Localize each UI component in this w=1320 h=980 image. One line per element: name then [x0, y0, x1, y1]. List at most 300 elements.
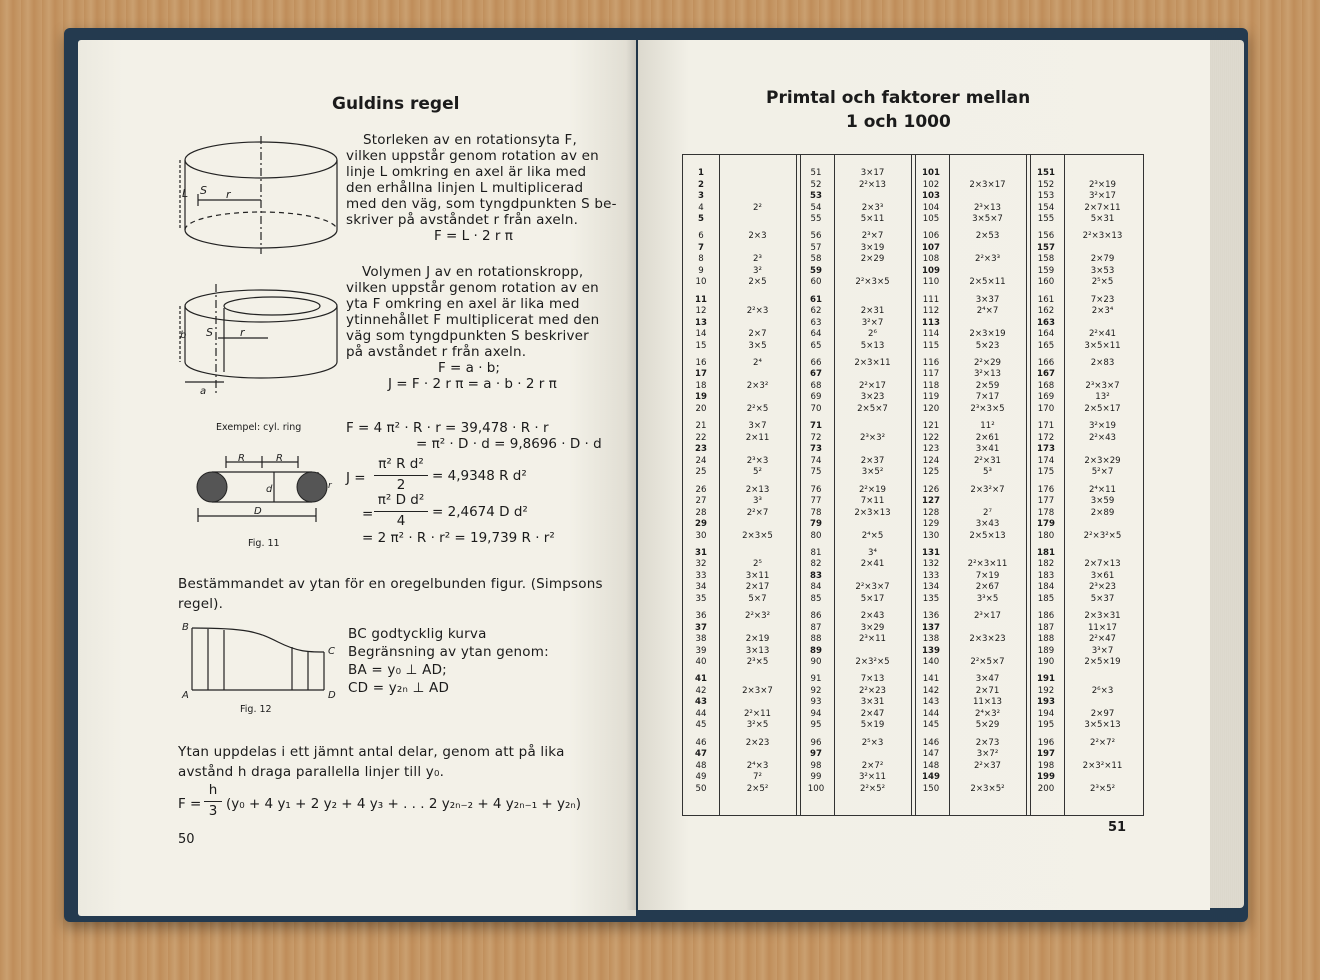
table-number: 133 [922, 570, 940, 581]
table-number: 68 [810, 380, 822, 391]
factorization: 2×7² [861, 760, 884, 771]
factorization: 3×37 [975, 294, 1000, 305]
table-number: 123 [922, 444, 940, 455]
number-factor-divider [949, 154, 950, 816]
example-caption: Exempel: cyl. ring [216, 422, 302, 433]
factorization: 2×7 [748, 329, 767, 340]
factorization: 2×3×5² [970, 783, 1005, 794]
table-number: 121 [922, 421, 940, 432]
table-number: 86 [810, 611, 822, 622]
prime-number: 193 [1037, 697, 1055, 708]
factorization: 11×17 [1087, 622, 1118, 633]
factorization: 2×3² [746, 380, 769, 391]
factorization: 2×3²×11 [1082, 760, 1123, 771]
factorization: 2×3×11 [854, 357, 891, 368]
factorization: 2×73 [975, 737, 1000, 748]
factorization: 3×43 [975, 519, 1000, 529]
label-C: C [328, 646, 335, 657]
table-number: 148 [922, 760, 940, 771]
table-number: 40 [695, 657, 707, 668]
table-number: 20 [695, 403, 707, 414]
prime-number: 101 [922, 168, 940, 178]
fraction-numerator: h [208, 782, 218, 798]
factorization: 2³×11 [858, 634, 887, 645]
table-number: 72 [810, 432, 822, 443]
factorization: 2⁴×7 [976, 306, 999, 317]
table-number: 21 [695, 421, 707, 432]
prime-number: 17 [695, 369, 707, 380]
fraction-numerator: π² D d² [377, 492, 425, 508]
label-R: R [238, 453, 245, 464]
text-line: BA = y₀ ⊥ AD; [348, 662, 447, 678]
prime-number: 83 [810, 570, 822, 581]
table-number: 143 [922, 697, 940, 708]
table-number: 74 [810, 455, 822, 466]
ring-volume-figure [178, 280, 348, 400]
prime-number: 67 [810, 369, 822, 380]
factorization: 2²×41 [1088, 329, 1117, 340]
prime-number: 31 [695, 547, 707, 558]
factorization: 2²×5 [746, 403, 769, 414]
text-line: vilken uppstår genom rotation av en [346, 148, 599, 164]
factorization: 2³×23 [1088, 582, 1117, 593]
table-number: 111 [922, 294, 940, 305]
table-number: 112 [922, 306, 940, 317]
factorization: 2²×3²×5 [1083, 530, 1122, 541]
table-number: 104 [922, 202, 940, 213]
area-formula: F = L · 2 r π [434, 228, 513, 244]
text-line: skriver på avståndet r från axeln. [346, 212, 579, 228]
table-number: 14 [695, 329, 707, 340]
page-subtitle: 1 och 1000 [846, 112, 951, 132]
table-number: 34 [695, 582, 707, 593]
prime-number: 13 [695, 317, 707, 328]
table-number: 192 [1037, 685, 1055, 696]
table-number: 10 [695, 277, 707, 288]
factorization: 3²×13 [973, 369, 1002, 380]
table-number: 60 [810, 277, 822, 288]
factorization: 3³ [753, 496, 762, 506]
table-number: 106 [922, 231, 940, 242]
factorization: 2×97 [1090, 708, 1115, 719]
factorization: 2⁴×11 [1088, 484, 1117, 495]
table-number: 55 [810, 214, 822, 224]
factorization: 2×5² [746, 783, 769, 794]
factorization: 2²×7 [746, 507, 769, 518]
factorization: 2²×31 [973, 455, 1002, 466]
factorization: 2²×5×7 [970, 657, 1005, 668]
label-B: B [182, 622, 189, 633]
table-number: 161 [1037, 294, 1055, 305]
factorization: 2×3×13 [854, 507, 891, 518]
factorization: 2²×29 [973, 357, 1002, 368]
table-number: 85 [810, 593, 822, 604]
prime-number: 137 [922, 622, 940, 633]
factorization: 7×11 [860, 496, 885, 506]
text-line: den erhållna linjen L multiplicerad [346, 180, 584, 196]
table-number: 195 [1037, 720, 1055, 731]
table-number: 81 [810, 547, 822, 558]
table-number: 77 [810, 496, 822, 506]
table-number: 116 [922, 357, 940, 368]
table-number: 138 [922, 634, 940, 645]
table-number: 92 [810, 685, 822, 696]
table-number: 156 [1037, 231, 1055, 242]
factorization: 7² [753, 772, 762, 783]
factorization: 2×3×29 [1084, 455, 1121, 466]
factorization: 3×5×11 [1084, 340, 1121, 351]
factorization: 3×61 [1090, 570, 1115, 581]
table-number: 178 [1037, 507, 1055, 518]
fraction-bar [204, 801, 222, 802]
table-number: 169 [1037, 392, 1055, 403]
table-number: 87 [810, 622, 822, 633]
factorization: 3²×7 [861, 317, 884, 328]
table-number: 28 [695, 507, 707, 518]
factorization: 2²×7² [1089, 737, 1116, 748]
factorization: 2×53 [975, 231, 1000, 242]
factorization: 2² [753, 202, 762, 213]
factorization: 2×3 [748, 231, 767, 242]
factorization: 2×3×19 [969, 329, 1006, 340]
page-number: 50 [178, 832, 195, 847]
factorization: 2×11 [745, 432, 770, 443]
factorization: 3²×17 [1088, 191, 1117, 201]
factorization: 3×5×13 [1084, 720, 1121, 731]
prime-number: 173 [1037, 444, 1055, 455]
prime-number: 131 [922, 547, 940, 558]
factorization: 2×3×17 [969, 179, 1006, 190]
factorization: 2²×19 [858, 484, 887, 495]
prime-number: 29 [695, 519, 707, 529]
table-number: 36 [695, 611, 707, 622]
prime-number: 79 [810, 519, 822, 529]
factorization: 3×31 [860, 697, 885, 708]
number-factor-divider [719, 154, 720, 816]
table-number: 146 [922, 737, 940, 748]
table-number: 46 [695, 737, 707, 748]
prime-number: 2 [698, 179, 704, 190]
right-page [638, 40, 1210, 910]
table-number: 124 [922, 455, 940, 466]
table-number: 90 [810, 657, 822, 668]
table-number: 147 [922, 749, 940, 760]
table-number: 170 [1037, 403, 1055, 414]
factorization: 2×5×19 [1084, 657, 1121, 668]
table-number: 9 [698, 265, 704, 276]
table-number: 130 [922, 530, 940, 541]
prime-number: 23 [695, 444, 707, 455]
factorization: 2×89 [1090, 507, 1115, 518]
factorization: 2⁵ [753, 559, 762, 570]
factorization: 2³×5² [1089, 783, 1116, 794]
label-r: r [226, 188, 231, 201]
text-line: regel). [178, 596, 224, 612]
factorization: 2×47 [860, 708, 885, 719]
factorization: 2×3×31 [1084, 611, 1121, 622]
factorization: 3×53 [1090, 265, 1115, 276]
text-line: med den väg, som tyngdpunkten S be- [346, 196, 617, 212]
text-line: ytinnehållet F multiplicerat med den [346, 312, 600, 328]
factorization: 5×29 [975, 720, 1000, 731]
factorization: 2×5×13 [969, 530, 1006, 541]
table-number: 95 [810, 720, 822, 731]
factorization: 2×7×11 [1084, 202, 1121, 213]
table-number: 78 [810, 507, 822, 518]
text-line: yta F omkring en axel är lika med [346, 296, 580, 312]
table-number: 175 [1037, 467, 1055, 478]
table-number: 24 [695, 455, 707, 466]
factorization: 2³×3 [746, 455, 769, 466]
factorization: 2³×17 [973, 611, 1002, 622]
label-R: R [276, 453, 283, 464]
prime-number: 37 [695, 622, 707, 633]
factorization: 2²×3×7 [855, 582, 890, 593]
table-number: 153 [1037, 191, 1055, 201]
factorization: 2³×7 [861, 231, 884, 242]
table-number: 38 [695, 634, 707, 645]
number-factor-divider [834, 154, 835, 816]
table-number: 152 [1037, 179, 1055, 190]
factorization: 2⁶ [868, 329, 877, 340]
table-number: 176 [1037, 484, 1055, 495]
factorization: 2×67 [975, 582, 1000, 593]
factorization: 3×29 [860, 622, 885, 633]
factorization: 3×17 [860, 168, 885, 178]
factorization: 2²×3×13 [1082, 231, 1123, 242]
factorization: 2×5 [748, 277, 767, 288]
factorization: 2⁵×3 [861, 737, 884, 748]
table-number: 122 [922, 432, 940, 443]
label-S: S [206, 326, 213, 339]
table-number: 65 [810, 340, 822, 351]
table-number: 188 [1037, 634, 1055, 645]
factorization: 5² [753, 467, 762, 478]
table-number: 102 [922, 179, 940, 190]
prime-number: 167 [1037, 369, 1055, 380]
table-number: 44 [695, 708, 707, 719]
table-number: 177 [1037, 496, 1055, 506]
fraction-bar [374, 475, 428, 476]
cylinder-figure [178, 132, 348, 262]
table-number: 42 [695, 685, 707, 696]
table-number: 56 [810, 231, 822, 242]
table-number: 8 [698, 254, 704, 265]
prime-number: 97 [810, 749, 822, 760]
table-number: 26 [695, 484, 707, 495]
factorization: 2×59 [975, 380, 1000, 391]
prime-number: 41 [695, 674, 707, 685]
table-number: 76 [810, 484, 822, 495]
factorization: 2⁵×5 [1091, 277, 1114, 288]
table-number: 99 [810, 772, 822, 783]
prime-number: 3 [698, 191, 704, 201]
table-number: 182 [1037, 559, 1055, 570]
table-number: 171 [1037, 421, 1055, 432]
table-number: 66 [810, 357, 822, 368]
factorization: 3×11 [745, 570, 770, 581]
prime-number: 73 [810, 444, 822, 455]
factorization: 3×5×7 [972, 214, 1003, 224]
factorization: 2³ [753, 254, 762, 265]
table-number: 194 [1037, 708, 1055, 719]
table-number: 69 [810, 392, 822, 403]
factorization: 2²×23 [858, 685, 887, 696]
factorization: 5×19 [860, 720, 885, 731]
prime-number: 179 [1037, 519, 1055, 529]
text-line: väg som tyngdpunkten S beskriver [346, 328, 589, 344]
table-number: 141 [922, 674, 940, 685]
factorization: 2³×3×5 [970, 403, 1005, 414]
table-number: 126 [922, 484, 940, 495]
table-number: 184 [1037, 582, 1055, 593]
volume-formula: F = a · b; [438, 360, 500, 376]
prime-number: 157 [1037, 242, 1055, 253]
table-number: 189 [1037, 645, 1055, 656]
prime-number: 151 [1037, 168, 1055, 178]
prime-number: 107 [922, 242, 940, 253]
prime-number: 59 [810, 265, 822, 276]
page-title: Primtal och faktorer mellan [766, 88, 1031, 108]
table-number: 25 [695, 467, 707, 478]
factorization: 2⁷ [983, 507, 992, 518]
table-number: 16 [695, 357, 707, 368]
factorization: 3×7² [976, 749, 999, 760]
label-r: r [328, 481, 332, 491]
factorization: 3⁴ [868, 547, 877, 558]
table-number: 54 [810, 202, 822, 213]
table-number: 58 [810, 254, 822, 265]
fraction-bar [374, 511, 428, 512]
table-number: 129 [922, 519, 940, 529]
table-number: 174 [1037, 455, 1055, 466]
prime-number: 191 [1037, 674, 1055, 685]
table-number: 172 [1037, 432, 1055, 443]
factorization: 2×3×7 [742, 685, 773, 696]
table-number: 32 [695, 559, 707, 570]
table-number: 88 [810, 634, 822, 645]
text-line: linje L omkring en axel är lika med [346, 164, 587, 180]
factorization: 2²×11 [743, 708, 772, 719]
table-number: 162 [1037, 306, 1055, 317]
label-S: S [200, 184, 207, 197]
table-number: 190 [1037, 657, 1055, 668]
factorization: 2³×3² [859, 432, 886, 443]
factorization: 5×7 [748, 593, 767, 604]
factorization: 2×3²×7 [970, 484, 1005, 495]
factorization: 2³×5 [746, 657, 769, 668]
label-r: r [240, 326, 245, 339]
table-number: 57 [810, 242, 822, 253]
table-number: 134 [922, 582, 940, 593]
text-line: avstånd h draga parallella linjer till y₀. [178, 764, 445, 780]
table-number: 183 [1037, 570, 1055, 581]
torus-section-figure [188, 452, 348, 532]
factorization: 2³×3×7 [1085, 380, 1120, 391]
table-number: 135 [922, 593, 940, 604]
factorization: 5×17 [860, 593, 885, 604]
figure-caption: Fig. 12 [240, 704, 272, 715]
table-number: 185 [1037, 593, 1055, 604]
table-number: 27 [695, 496, 707, 506]
table-number: 145 [922, 720, 940, 731]
text-line: Volymen J av en rotationskropp, [362, 264, 584, 280]
number-factor-divider [1064, 154, 1065, 816]
factorization: 3³×5 [976, 593, 999, 604]
table-number: 160 [1037, 277, 1055, 288]
factorization: 7×19 [975, 570, 1000, 581]
table-number: 154 [1037, 202, 1055, 213]
label-D: D [328, 690, 336, 700]
factorization: 2²×47 [1088, 634, 1117, 645]
factorization: 2²×37 [973, 760, 1002, 771]
text-line: CD = y₂ₙ ⊥ AD [348, 680, 450, 696]
table-number: 105 [922, 214, 940, 224]
table-number: 159 [1037, 265, 1055, 276]
factorization: 3×41 [975, 444, 1000, 455]
table-number: 187 [1037, 622, 1055, 633]
factorization: 2⁶×3 [1091, 685, 1114, 696]
text-line: vilken uppstår genom rotation av en [346, 280, 599, 296]
page-title: Guldins regel [332, 94, 460, 114]
factorization: 7×13 [860, 674, 885, 685]
table-number: 48 [695, 760, 707, 771]
table-number: 63 [810, 317, 822, 328]
prime-number: 109 [922, 265, 940, 276]
factorization: 3³×7 [1091, 645, 1114, 656]
table-number: 155 [1037, 214, 1055, 224]
table-number: 142 [922, 685, 940, 696]
table-number: 164 [1037, 329, 1055, 340]
prime-number: 89 [810, 645, 822, 656]
factorization: 2×3³ [861, 202, 884, 213]
prime-number: 127 [922, 496, 940, 506]
factorization: 2×3⁴ [1091, 306, 1114, 317]
factorization: 3×23 [860, 392, 885, 403]
fraction-numerator: π² R d² [378, 456, 424, 472]
prime-number: 1 [698, 168, 704, 178]
factorization: 2×3×5 [742, 530, 773, 541]
page-number: 51 [1108, 820, 1127, 835]
factorization: 2³×13 [973, 202, 1002, 213]
figure-caption: Fig. 11 [248, 538, 280, 549]
table-number: 128 [922, 507, 940, 518]
factorization: 2²×17 [858, 380, 887, 391]
factorization: 5×13 [860, 340, 885, 351]
factorization: 7×23 [1090, 294, 1115, 305]
formula-rhs: = 4,9348 R d² [432, 468, 527, 484]
table-number: 22 [695, 432, 707, 443]
label-A: A [182, 690, 189, 700]
prime-number: 199 [1037, 772, 1055, 783]
text-line: Storleken av en rotationsyta F, [363, 132, 577, 148]
factorization: 3²×19 [1088, 421, 1117, 432]
factorization: 2×5×17 [1084, 403, 1121, 414]
prime-number: 113 [922, 317, 940, 328]
factorization: 3×47 [975, 674, 1000, 685]
label-L: L [182, 187, 189, 200]
table-number: 158 [1037, 254, 1055, 265]
factorization: 13² [1095, 392, 1110, 403]
table-number: 108 [922, 254, 940, 265]
factorization: 2⁴×3 [746, 760, 769, 771]
factorization: 2×19 [745, 634, 770, 645]
table-number: 70 [810, 403, 822, 414]
formula-lhs: F = [178, 796, 202, 812]
table-number: 180 [1037, 530, 1055, 541]
ring-formula: = π² · D · d = 9,8696 · D · d [416, 436, 602, 452]
prime-number: 197 [1037, 749, 1055, 760]
